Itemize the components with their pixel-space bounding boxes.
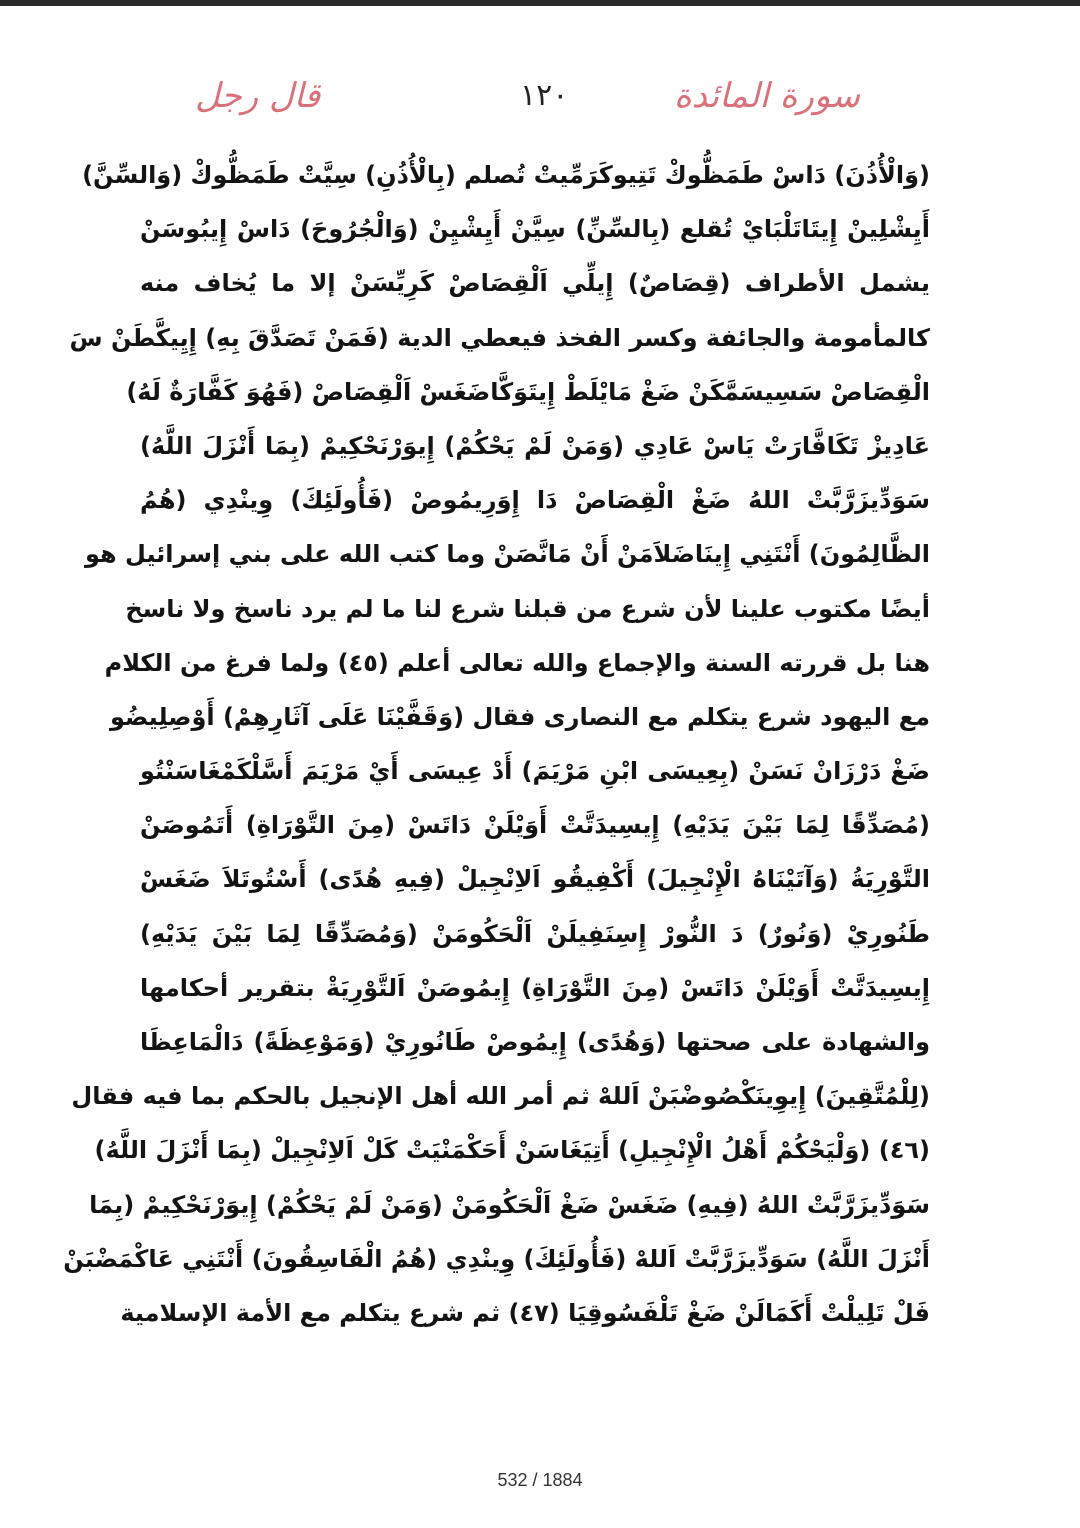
text-line: (٤٦) (وَلْيَحْكُمْ أَهْلُ الْإِنْجِيلِ) أَتِيَغَاسَنْ أَحَكْمَنْيَتْ كَلْ اَلاِنْجِيلْ (بِمَا أَنْزَلَ اللَّهُ) — [94, 1136, 930, 1165]
text-line: فَلْ تَلِيلْتْ أَكَمَالَنْ ضَغْ تَلْفَسُوقِيَا (٤٧) ثم شرع يتكلم مع الأمة الإسلامية — [120, 1298, 930, 1327]
surah-name-handwritten: سورة المائدة — [673, 76, 860, 116]
text-line: إِيسِيدَتَّتْ أَوَيْلَنْ دَاتَسْ (مِنَ التَّوْرَاةِ) إِيمُوصَنْ اَلتَّوْرِيَةْ بتقرير أحكامها — [140, 973, 930, 1002]
text-line: يشمل الأطراف (قِصَاصٌ) إِيلِّي اَلْقِصَاصْ كَرِيِّسَنْ إلا ما يُخاف منه — [140, 269, 930, 298]
page-header — [150, 70, 930, 130]
page-indicator: 532 / 1884 — [497, 1470, 583, 1490]
text-line: أَيِشْلِينْ إِيتَاتَلْبَايْ تُقلع (بِالسِّنِّ) سِيَّنْ أَيِشْيِنْ (وَالْجُرُوحَ) دَاسْ إِيبُوسَنْ — [140, 215, 930, 244]
text-line: هنا بل قررته السنة والإجماع والله تعالى أعلم (٤٥) ولما فرغ من الكلام — [104, 648, 930, 677]
text-line: الْقِصَاصْ سَسِيسَمَّكَنْ ضَغْ مَايْلَطْ إِيتَوَكَّاضَغَسْ اَلْقِصَاصْ (فَهُوَ كَفَّارَةٌ لَهُ) — [126, 377, 930, 406]
text-line: سَوَدِّيزَرَّبَّتْ اللهُ ضَغْ الْقِصَاصْ دَا إِوَرِيمُوصْ (فَأُولَئِكَ) وِينْدِي (هُمُ — [140, 486, 930, 515]
scan-top-edge — [0, 0, 1080, 6]
margin-note-handwritten: قال رجل — [195, 76, 321, 116]
text-line: أيضًا مكتوب علينا لأن شرع من قبلنا شرع لنا ما لم يرد ناسخ ولا ناسخ — [125, 594, 930, 623]
text-line: (وَالْأُذُنَ) دَاسْ طَمَظُّوكْ تَتِيوكَرَمِّيتْ تُصلم (بِالْأُذُنِ) سِيَّتْ طَمَظُّوكْ (وَالسِّنَّ) — [82, 161, 930, 189]
text-line: سَوَدِّيزَرَّبَّتْ اللهُ (فِيهِ) ضَغَسْ ضَغْ اَلْحَكُومَنْ (وَمَنْ لَمْ يَحْكُمْ) إِيوَرْنَحْكِيمْ (بِمَا — [89, 1190, 930, 1219]
text-line: ضَغْ دَرْزَانْ نَسَنْ (بِعِيسَى ابْنِ مَرْيَمَ) أَدْ عِيسَى أَيْ مَرْيَمَ أَسَّلْكَمْغَاسَنْتُو — [140, 757, 930, 786]
text-line: مع اليهود شرع يتكلم مع النصارى فقال (وَقَفَّيْنَا عَلَى آثَارِهِمْ) أَوْصِلِيضُو — [109, 702, 930, 731]
text-line: كالمأمومة والجائفة وكسر الفخذ فيعطي الدية (فَمَنْ تَصَدَّقَ بِهِ) إِيِيكَّطَنْ سَ — [69, 323, 930, 352]
text-line: (لِلْمُتَّقِينَ) إِيوِينَكْصُوضْبَنْ اَللهْ ثم أمر الله أهل الإنجيل بالحكم بما فيه فقال — [71, 1082, 930, 1111]
text-line: (مُصَدِّقًا لِمَا بَيْنَ يَدَيْهِ) إِيسِيدَتَّتْ أَوَيْلَنْ دَاتَسْ (مِنَ التَّوْرَاةِ) أَتَمُوصَنْ — [140, 811, 930, 840]
body-text — [63, 148, 930, 1340]
text-line: طَنُورِيْ (وَنُورٌ) دَ النُّورْ إِسِنَفِيلَنْ اَلْحَكُومَنْ (وَمُصَدِّقًا لِمَا بَيْنَ يَدَيْهِ) — [140, 919, 930, 948]
text-line: والشهادة على صحتها (وَهُدًى) إِيمُوصْ طَانُورِيْ (وَمَوْعِظَةً) دَالْمَاعِظَا — [140, 1028, 930, 1056]
text-line: التَّوْرِيَةُ (وَآتَيْنَاهُ الْإِنْجِيلَ) أَكْفِيقُو اَلاِنْجِيلْ (فِيهِ هُدًى) أَسْتُوتَلاَ ضَغَسْ — [140, 865, 930, 894]
text-line: الظَّالِمُونَ) أَنْتَنِي إِينَاضَلاَمَنْ أَنْ مَانَّصَنْ وما كتب الله على بني إسرائيل هو — [84, 540, 930, 569]
text-line: أَنْزَلَ اللَّهُ) سَوَدِّيزَرَّبَّتْ اَللهْ (فَأُولَئِكَ) وِينْدِي (هُمُ الْفَاسِقُونَ) أَنْتَنِي عَاكْمَضْبَنْ — [63, 1244, 930, 1273]
text-line: عَادِيزْ تَكَافَّارَتْ يَاسْ عَادِي (وَمَنْ لَمْ يَحْكُمْ) إِيوَرْنَحْكِيمْ (بِمَا أَنْزَلَ اللَّهُ) — [140, 431, 930, 460]
page-number: ١٢٠ — [520, 78, 569, 113]
